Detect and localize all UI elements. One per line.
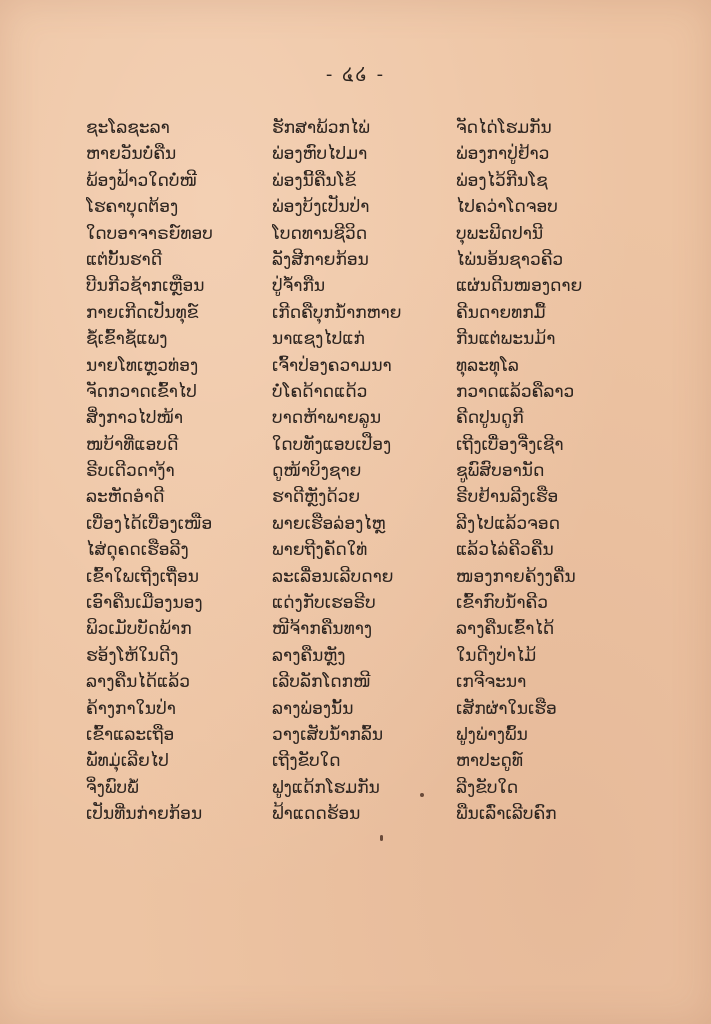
verse-line: ຈັດໄດ່ໂຮມກັນ: [456, 118, 552, 138]
verse-line: ຄີດປູນດູກີ: [456, 408, 524, 429]
verse-line: ນາແຊງໄປແກ່: [272, 329, 365, 350]
verse-line: ເຂົ້າແລະເຖືອ: [86, 724, 175, 745]
verse-column-1: [86, 115, 266, 828]
verse-line: ເອົາຄືນເມືອງນອງ: [86, 593, 203, 614]
verse-line: ເລີບລັກໂດກໜີ: [272, 672, 371, 693]
verse-line: ລະຫັດອຳດີ: [86, 487, 165, 508]
verse-line: ໃນດີງປ່າໄມ້: [456, 645, 537, 666]
verse-line: ລີງໄປແລ້ວຈອດ: [456, 513, 560, 534]
verse-line: ລາງພ່ອງນັ້ນ: [272, 698, 354, 719]
verse-column-2: [272, 115, 452, 828]
verse-line: ນາຍໂທເຫຼວທ່ອງ: [86, 355, 199, 376]
verse-line: ໂຮຄາບຸດຕ້ອງ: [86, 197, 179, 218]
verse-line: ຣີບເດີວດາງ້າ: [86, 461, 175, 482]
verse-line: ຟ້າແດດຮ້ອນ: [272, 804, 361, 825]
verse-line: ວາງເສັບນ້ຳກລົ້ນ: [272, 724, 384, 745]
verse-line: ພັທມຸ່ເລີຍໄປ: [86, 751, 169, 772]
verse-line: ກີນແຕ່ພະນມ້າ: [456, 329, 556, 350]
verse-line: ເກຈີຈະນາ: [456, 672, 527, 693]
verse-line: ໄປຄວ່າໂດຈອບ: [456, 197, 558, 218]
verse-line: ເຂົ້າກົບນ້ຳຄີວ: [456, 593, 548, 614]
verse-line: ເປັນທີ່ນກ່າຍກ້ອນ: [86, 804, 203, 825]
ink-speck: [380, 835, 383, 841]
verse-line: ພ່ອງຫົບໄປມາ: [272, 144, 368, 165]
verse-line: ໄສ່ດຸຄດເຮືອລີງ: [86, 540, 189, 561]
verse-line: ພ່ອງນີ້ຄືນໂຂ້: [272, 170, 357, 191]
verse-line: ໃດບອາຈາຣຍ໌ທອບ: [86, 223, 213, 244]
verse-line: ສິ່ງກາວໄປໜ້າ: [86, 408, 184, 429]
page-number: - ໔໒ -: [325, 64, 386, 85]
verse-line: ເຈົ້າປ່ອງຄວາມນາ: [272, 355, 392, 376]
verse-line: ຟູງແດ້ກໂຮມກັນ: [272, 777, 380, 798]
verse-line: ແດ່ງກັບເຮອຣີບ: [272, 593, 376, 614]
verse-line: ພ່ອງກາປູ່ຢ້າວ: [456, 144, 550, 165]
verse-line: ບຸພະພີດປານີ: [456, 223, 544, 244]
verse-line: ຟູງພ່າງພົ້ນ: [456, 724, 528, 745]
verse-line: ບາດຫ້າພາຍລູນ: [272, 408, 382, 429]
verse-line: ຫາຍວັນບໍ່ຄືນ: [86, 144, 177, 165]
verse-line: ໜບ້າທີ່ແອບດີ: [86, 434, 179, 455]
verse-line: ພືນເລົ່າເລີບຄົກ: [456, 804, 557, 825]
verse-line: ໃດບທັງແອບເປືອງ: [272, 434, 392, 455]
verse-line: ກວາດແລ້ວຄືລາວ: [456, 381, 575, 402]
verse-line: ເຂົ້າໃພເຖີງເຖື່ອນ: [86, 566, 199, 587]
verse-line: ຮັກສາພ້ວກໄພ່: [272, 118, 370, 138]
verse-line: ຣີບຢ້ານລີງເຮືອ: [456, 487, 559, 508]
verse-line: ລະເລື່ອນເລີບດາຍ: [272, 566, 394, 587]
verse-line: ຈັດກວາດເຂົ້າໄປ: [86, 381, 197, 402]
verse-line: ພາຍຖີງຄັດໃທ່: [272, 540, 368, 561]
verse-line: ໄພ່ນອ້ນຊາວຄີວ: [456, 249, 564, 270]
verse-line: ຄ້າງກາໃນປ່າ: [86, 698, 176, 719]
verse-line: ຮອ້ງໂຫ້ໃນດີງ: [86, 645, 179, 666]
verse-line: ເກີດຄືບຸກນ້ຳກຫາຍ: [272, 302, 402, 323]
verse-line: ລັງສີກາຍກ້ອນ: [272, 249, 369, 270]
verse-line: ບີນກີວຊ້າກເຫຼືອນ: [86, 276, 205, 297]
verse-line: ຊໍ້ເຂົ້າຊໍ້ແພງ: [86, 329, 168, 350]
verse-line: ພ່ອງໄວ້ກີນໂຊ: [456, 170, 548, 191]
verse-line: ເຖີງເບື່ອງຈີ່ງເຊີາ: [456, 434, 564, 455]
verse-line: ຄີນດາຍທກມື້: [456, 302, 546, 323]
verse-line: ຊະໂລຊະລາ: [86, 118, 170, 138]
verse-line: ແຕ່ບັ້ນຮາດີ: [86, 249, 163, 270]
verse-line: ບໍ່ໂຄດ້າດແດ້ວ: [272, 381, 368, 402]
verse-line: ແຜ່ນດີນໜອງດາຍ: [456, 276, 583, 297]
verse-column-3: [456, 115, 656, 828]
verse-line: ກາຍເກີດເປັນທຸຂ໌: [86, 302, 199, 323]
verse-line: ຮາດີຫຼັງດ້ວຍ: [272, 487, 361, 508]
verse-line: ແລ້ວໄລ່ຄີວຄືນ: [456, 540, 554, 561]
verse-line: ລາງຄືນໄດ້ແລ້ວ: [86, 672, 190, 693]
verse-line: ປູ່ຈ້ຳກືນ: [272, 276, 326, 297]
verse-line: ທຸລະທຸໂລ: [456, 355, 519, 376]
verse-columns: [0, 115, 711, 935]
verse-line: ໂບດທານຊີວິດ: [272, 223, 368, 244]
ink-speck: [420, 793, 424, 797]
verse-line: ຈິ່ງພົບພໍ້: [86, 777, 139, 798]
verse-line: ລາງຄືນຫຼັງ: [272, 645, 346, 666]
verse-line: ພິວເມັບບັດພ້າກ: [86, 619, 192, 640]
verse-line: ພ່ອງບ້ງເປັນປ່າ: [272, 197, 370, 218]
verse-line: ລີງຂັບໃດ: [456, 777, 519, 798]
verse-line: ຫາປະດູທ໌: [456, 751, 523, 772]
verse-line: ດູໜ້າບິງຊາຍ: [272, 461, 362, 482]
verse-line: ເຖີງຂັບໃດ: [272, 751, 341, 772]
verse-line: ເບື່ອງໄດ້ເບື່ອງເໜືອ: [86, 513, 213, 534]
verse-line: ໜອງກາຍຄ້ງງຄື່ນ: [456, 566, 576, 587]
verse-line: ເສັກຜ່າໃນເຮືອ: [456, 698, 557, 719]
verse-line: ຊູພົສົບອານັດ: [456, 461, 545, 482]
verse-line: ໜີຈ້າກຄືນທາງ: [272, 619, 373, 640]
verse-line: ພ້ອງຟ້າວໃດບໍ່ໜີ: [86, 170, 198, 191]
verse-line: ພາຍເຮືອລ່ອງໄຫຼ: [272, 513, 386, 534]
verse-line: ລາງຄືນເຂົ້າໄດ້: [456, 619, 555, 640]
